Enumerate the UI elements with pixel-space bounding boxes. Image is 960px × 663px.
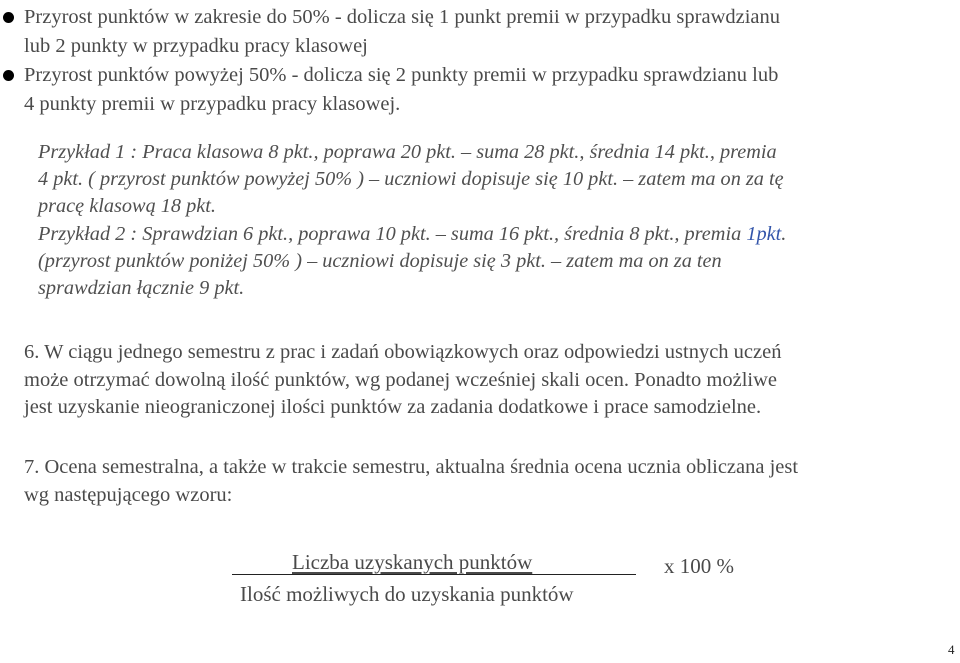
example-2-text: . <box>781 222 787 245</box>
formula-denominator: Ilość możliwych do uzyskania punktów <box>240 582 574 606</box>
examples-block <box>38 139 943 302</box>
grade-formula <box>232 548 642 608</box>
formula-multiplier: x 100 % <box>664 554 734 578</box>
bullet-dot-icon <box>3 12 14 23</box>
bullet-text-line: 4 punkty premii w przypadku pracy klasowej. <box>24 93 401 115</box>
bullet-text-line: Przyrost punktów w zakresie do 50% - dolicza się 1 punkt premii w przypadku sprawdzianu <box>24 6 781 28</box>
paragraph-line: 7. Ocena semestralna, a także w trakcie semestru, aktualna średnia ocena ucznia obliczana jest <box>24 456 799 478</box>
example-1-line: pracę klasową 18 pkt. <box>38 195 216 218</box>
formula-numerator <box>232 548 634 576</box>
example-2-premium-value: 1pkt <box>746 222 782 245</box>
paragraph-line: może otrzymać dowolną ilość punktów, wg podanej wcześniej skali ocen. Ponadto możliwe <box>24 368 777 391</box>
bullet-item <box>0 3 960 61</box>
bullet-dot-icon <box>3 70 14 81</box>
section-6-paragraph <box>24 339 944 422</box>
formula-numerator-text: Liczba uzyskanych punktów <box>292 550 533 574</box>
page-number: 4 <box>948 642 955 657</box>
example-2-text: Przykład 2 : Sprawdzian 6 pkt., poprawa 10 pkt. – suma 16 pkt., średnia 8 pkt., premia <box>38 222 747 245</box>
bullet-text-line: lub 2 punkty w przypadku pracy klasowej <box>24 35 368 57</box>
paragraph-line: wg następującego wzoru: <box>24 483 233 506</box>
bullet-text-line: Przyrost punktów powyżej 50% - dolicza się 2 punkty premii w przypadku sprawdzianu lub <box>24 64 779 86</box>
bullet-item <box>0 61 960 119</box>
example-2-line: (przyrost punktów poniżej 50% ) – uczniowi dopisuje się 3 pkt. – zatem ma on za ten <box>38 249 722 272</box>
example-1-line: 4 pkt. ( przyrost punktów powyżej 50% ) – uczniowi dopisuje się 10 pkt. – zatem ma on za tę <box>38 168 784 191</box>
example-1-line: Przykład 1 : Praca klasowa 8 pkt., poprawa 20 pkt. – suma 28 pkt., średnia 14 pkt., premia <box>38 141 777 163</box>
paragraph-line: 6. W ciągu jednego semestru z prac i zadań obowiązkowych oraz odpowiedzi ustnych uczeń <box>24 341 782 363</box>
section-7-paragraph <box>24 454 954 509</box>
paragraph-line: jest uzyskanie nieograniczonej ilości punktów za zadania dodatkowe i prace samodzielne. <box>24 396 762 418</box>
example-2-line: sprawdzian łącznie 9 pkt. <box>38 277 245 300</box>
example-2-line <box>38 221 943 248</box>
fraction-line <box>232 574 636 575</box>
